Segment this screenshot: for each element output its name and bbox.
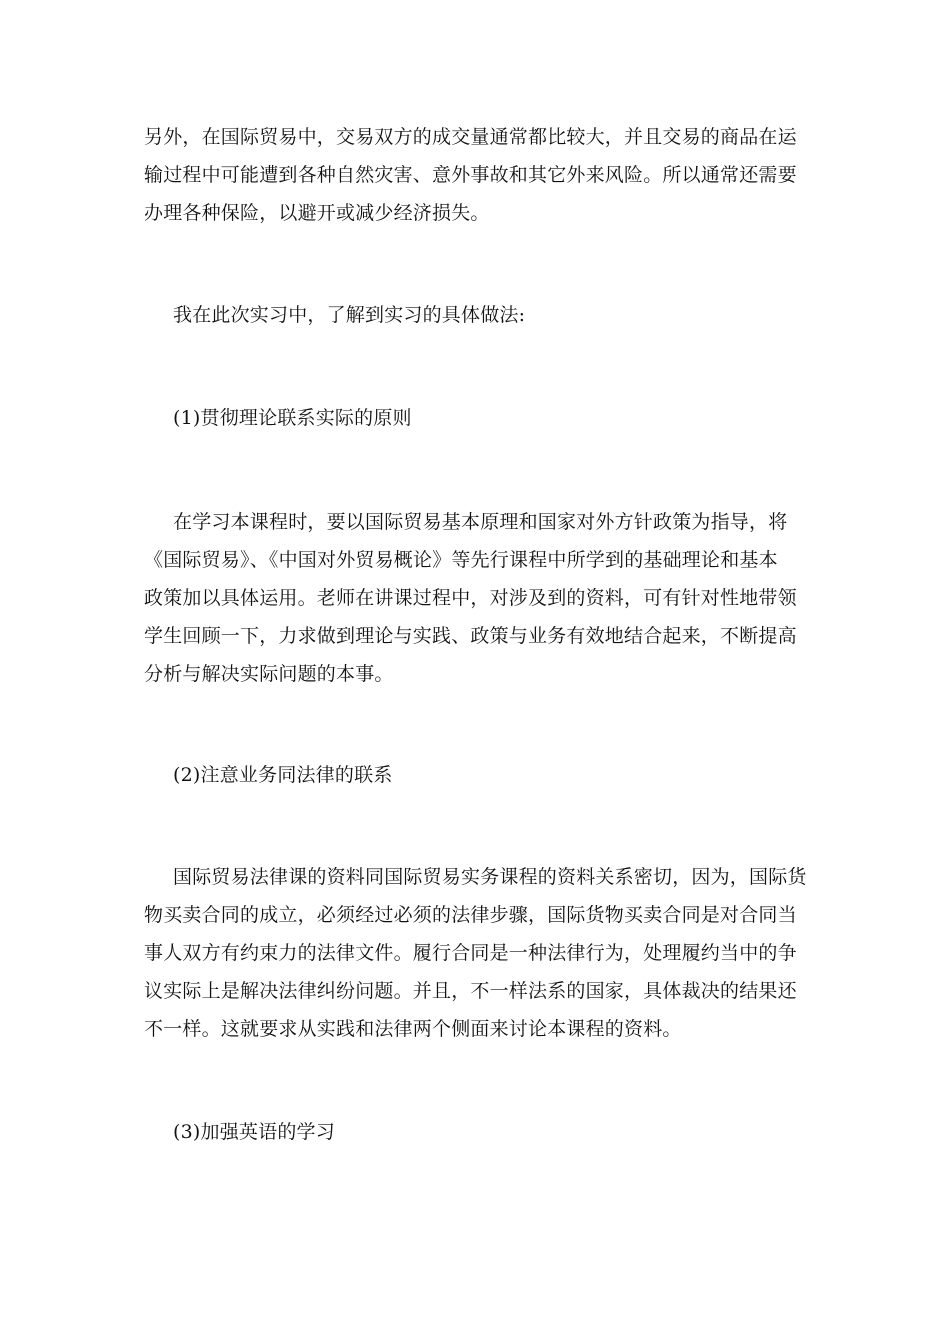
- text-line: 我在此次实习中，了解到实习的具体做法:: [173, 304, 526, 326]
- text-line: (2)注意业务同法律的联系: [173, 764, 393, 786]
- text-line: 输过程中可能遭到各种自然灾害、意外事故和其它外来风险。所以通常还需要: [144, 164, 797, 186]
- text-line: 政策加以具体运用。老师在讲课过程中，对涉及到的资料，可有针对性地带领: [144, 587, 797, 609]
- text-line: (1)贯彻理论联系实际的原则: [173, 407, 412, 429]
- heading-principle-2: [144, 756, 806, 794]
- text-line: 议实际上是解决法律纠纷问题。并且，不一样法系的国家，具体裁决的结果还: [144, 980, 797, 1002]
- text-line: 分析与解决实际问题的本事。: [144, 663, 394, 685]
- text-line: 在学习本课程时，要以国际贸易基本原理和国家对外方针政策为指导，将: [173, 511, 788, 533]
- text-line: 国际贸易法律课的资料同国际贸易实务课程的资料关系密切，因为，国际货: [173, 866, 807, 888]
- text-line: 《国际贸易》、《中国对外贸易概论》等先行课程中所学到的基础理论和基本: [144, 549, 778, 571]
- text-line: 物买卖合同的成立，必须经过必须的法律步骤，国际货物买卖合同是对合同当: [144, 904, 797, 926]
- text-line: 事人双方有约束力的法律文件。履行合同是一种法律行为，处理履约当中的争: [144, 942, 797, 964]
- heading-principle-1: [144, 399, 806, 437]
- heading-principle-3: [144, 1113, 806, 1151]
- paragraph-intro: [144, 296, 806, 334]
- text-line: 学生回顾一下，力求做到理论与实践、政策与业务有效地结合起来，不断提高: [144, 625, 797, 647]
- text-line: 办理各种保险，以避开或减少经济损失。: [144, 202, 490, 224]
- paragraph-insurance: [144, 118, 806, 232]
- text-line: 不一样。这就要求从实践和法律两个侧面来讨论本课程的资料。: [144, 1018, 682, 1040]
- paragraph-theory-practice: [144, 503, 806, 693]
- text-line: 另外，在国际贸易中，交易双方的成交量通常都比较大，并且交易的商品在运: [144, 126, 797, 148]
- paragraph-law: [144, 858, 806, 1048]
- text-line: (3)加强英语的学习: [173, 1121, 335, 1143]
